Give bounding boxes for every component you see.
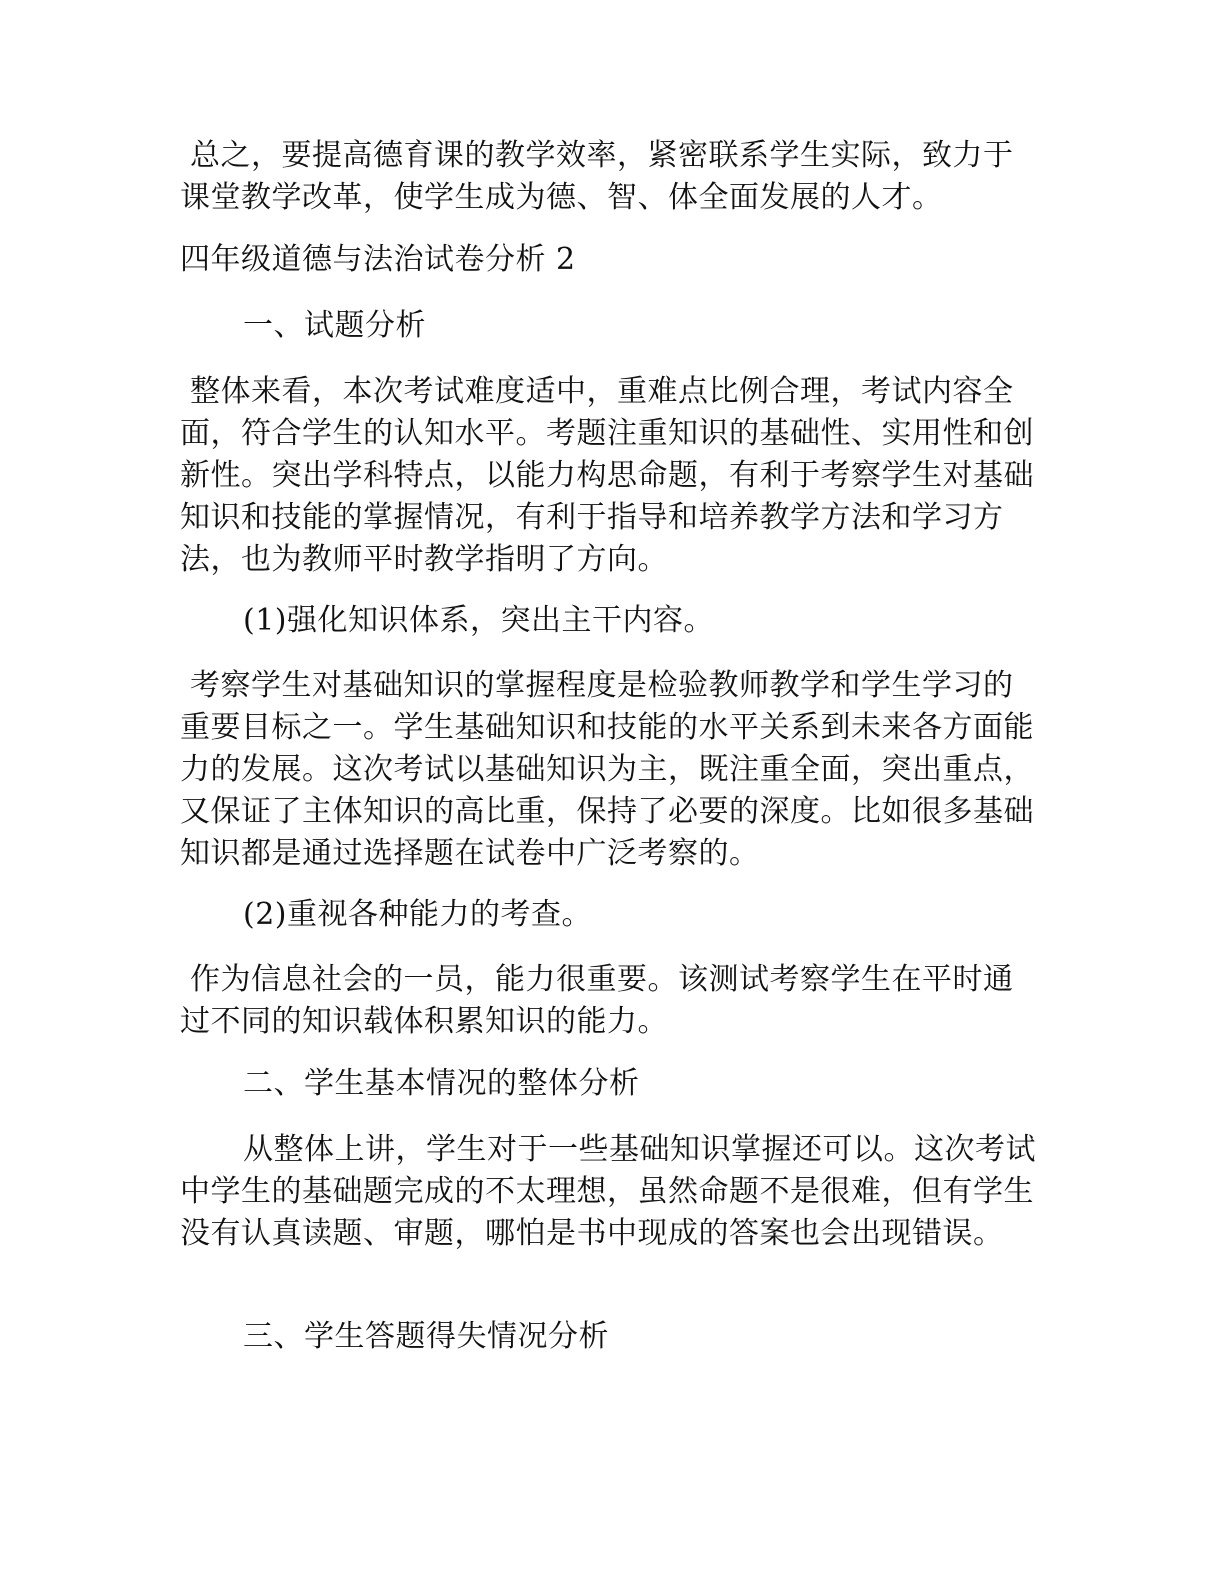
- subheading-2: (2)重视各种能力的考查。: [243, 897, 592, 932]
- paragraph-basics: 考察学生对基础知识的掌握程度是检验教师教学和学生学习的重要目标之一。学生基础知识和技能的水平关系到未来各方面能力的发展。这次考试以基础知识为主，既注重全面，突出重点，又保证了主体知识的高比重，保持了必要的深度。比如很多基础知识都是通过选择题在试卷中广泛考察的。: [180, 668, 1034, 871]
- paragraph-students: 从整体上讲，学生对于一些基础知识掌握还可以。这次考试中学生的基础题完成的不太理想，虽然命题不是很难，但有学生没有认真读题、审题，哪怕是书中现成的答案也会出现错误。: [180, 1132, 1036, 1251]
- paragraph-summary: 总之，要提高德育课的教学效率，紧密联系学生实际，致力于课堂教学改革，使学生成为德、智、体全面发展的人才。: [180, 138, 1014, 215]
- paragraph-overview: 整体来看，本次考试难度适中，重难点比例合理，考试内容全面，符合学生的认知水平。考题注重知识的基础性、实用性和创新性。突出学科特点，以能力构思命题，有利于考察学生对基础知识和技能的掌握情况，有利于指导和培养教学方法和学习方法，也为教师平时教学指明了方向。: [180, 374, 1034, 577]
- section-heading-1: 一、试题分析: [243, 308, 426, 343]
- section-heading-3: 三、学生答题得失情况分析: [243, 1319, 609, 1354]
- document-title: 四年级道德与法治试卷分析 2: [180, 242, 576, 277]
- subheading-1: (1)强化知识体系，突出主干内容。: [243, 603, 714, 638]
- section-heading-2: 二、学生基本情况的整体分析: [243, 1066, 640, 1101]
- paragraph-ability: 作为信息社会的一员，能力很重要。该测试考察学生在平时通过不同的知识载体积累知识的能力。: [180, 962, 1014, 1039]
